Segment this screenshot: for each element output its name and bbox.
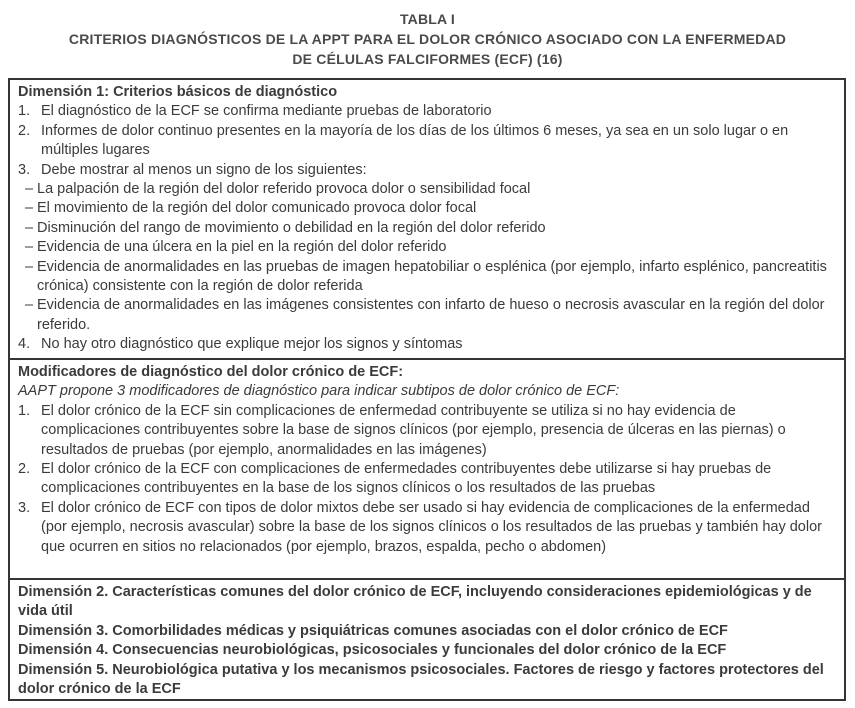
sub-list-item-text: El movimiento de la región del dolor comunicado provoca dolor focal: [37, 200, 477, 217]
criteria-table: [8, 78, 846, 701]
dimension-5-line: Dimensión 5. Neurobiológica putativa y los mecanismos psicosociales. Factores de riesgo y factores protectores del dolor crónico de la ECF: [18, 661, 824, 698]
section-subheading: AAPT propone 3 modificadores de diagnóstico para indicar subtipos de dolor crónico de ECF:: [18, 383, 620, 400]
sub-list-item: [25, 258, 836, 297]
sub-list-item-text: Disminución del rango de movimiento o debilidad en la región del dolor referido: [37, 219, 546, 236]
table-title-text-line2: DE CÉLULAS FALCIFORMES (ECF) (16): [292, 51, 563, 67]
table-title-text-line1: CRITERIOS DIAGNÓSTICOS DE LA APPT PARA EL DOLOR CRÓNICO ASOCIADO CON LA ENFERMEDAD: [68, 31, 787, 47]
list-item-marker: 1.: [18, 103, 31, 120]
section-modifiers: [10, 358, 844, 578]
sub-list-item: [25, 219, 836, 238]
list-item-text: El diagnóstico de la ECF se confirma mediante pruebas de laboratorio: [41, 103, 492, 120]
list-item-marker: 1.: [18, 402, 31, 419]
section-heading: Modificadores de diagnóstico del dolor crónico de ECF:: [18, 364, 404, 380]
list-item-text: El dolor crónico de ECF con tipos de dolor mixtos debe ser usado si hay evidencia de complicaciones de la enfermedad (por ejemplo, necrosis avascular) sobre la base de los signos clínicos o los resultados de las pruebas y también hay dolor que ocurren en sitios no relacionados (por ejemplo, brazos, espalda, pecho o abdomen): [41, 499, 822, 555]
sub-list-item-text: Evidencia de anormalidades en las pruebas de imagen hepatobiliar o esplénica (por ejemplo, infarto esplénico, pancreatitis crónica) consistente con la región de dolor referida: [37, 258, 827, 295]
list-item-text: El dolor crónico de la ECF con complicaciones de enfermedades contribuyentes debe utilizarse si hay pruebas de complicaciones contribuyentes en la base de los signos clínicos o los resultados de las pruebas: [41, 461, 772, 497]
sub-list-item-marker: –: [25, 200, 34, 217]
sub-list-item-marker: –: [25, 181, 34, 198]
sub-list-item-marker: –: [25, 297, 34, 314]
list-item-marker: 2.: [18, 461, 31, 478]
table-title: [0, 0, 855, 69]
sub-list-item-marker: –: [25, 239, 34, 256]
list-item-marker: 4.: [18, 336, 31, 353]
list-item: [18, 335, 836, 354]
list-item-marker: 3.: [18, 499, 31, 516]
list-item-text: Debe mostrar al menos un signo de los siguientes:: [41, 161, 367, 178]
list-item: [18, 161, 836, 180]
sub-list-item: [25, 180, 836, 199]
list-item: [18, 460, 836, 499]
dimension-3-line: Dimensión 3. Comorbilidades médicas y psiquiátricas comunes asociadas con el dolor crónico de ECF: [18, 622, 728, 639]
sub-list-item: [25, 238, 836, 257]
sub-list-item-text: Evidencia de una úlcera en la piel en la región del dolor referido: [37, 239, 447, 256]
list-item-text: El dolor crónico de la ECF sin complicaciones de enfermedad contribuyente se utiliza si no hay evidencia de complicaciones contribuyentes sobre la base de signos clínicos (por ejemplo, presencia de úlceras en las piernas) o resultados de pruebas (por ejemplo, anormalidades en las imágenes): [41, 402, 786, 458]
section-heading: Dimensión 1: Criterios básicos de diagnóstico: [18, 84, 338, 100]
list-item-marker: 3.: [18, 161, 31, 178]
section-dimension-1: [10, 80, 844, 358]
list-item-text: Informes de dolor continuo presentes en la mayoría de los días de los últimos 6 meses, ya sea en un solo lugar o en múltiples lugares: [41, 122, 789, 159]
sub-list-item: [25, 296, 836, 335]
sub-list-item-text: Evidencia de anormalidades en las imágenes consistentes con infarto de hueso o necrosis avascular en la región del dolor referido.: [37, 297, 825, 333]
sub-list-item-text: La palpación de la región del dolor referido provoca dolor o sensibilidad focal: [37, 181, 531, 198]
dimension-4-line: Dimensión 4. Consecuencias neurobiológicas, psicosociales y funcionales del dolor crónico de la ECF: [18, 642, 727, 659]
section-dimensions-2-5: [10, 578, 844, 699]
list-item: [18, 402, 836, 460]
list-item-marker: 2.: [18, 122, 31, 139]
dimension-2-line: Dimensión 2. Características comunes del dolor crónico de ECF, incluyendo consideraciones epidemiológicas y de vida útil: [18, 584, 812, 620]
sub-list-item: [25, 199, 836, 218]
table-title-number: TABLA I: [399, 11, 456, 27]
list-item-text: No hay otro diagnóstico que explique mejor los signos y síntomas: [41, 336, 463, 353]
list-item: [18, 122, 836, 161]
sub-list-item-marker: –: [25, 258, 34, 275]
sub-list-item-marker: –: [25, 219, 34, 236]
list-item: [18, 499, 836, 557]
list-item: [18, 102, 836, 121]
